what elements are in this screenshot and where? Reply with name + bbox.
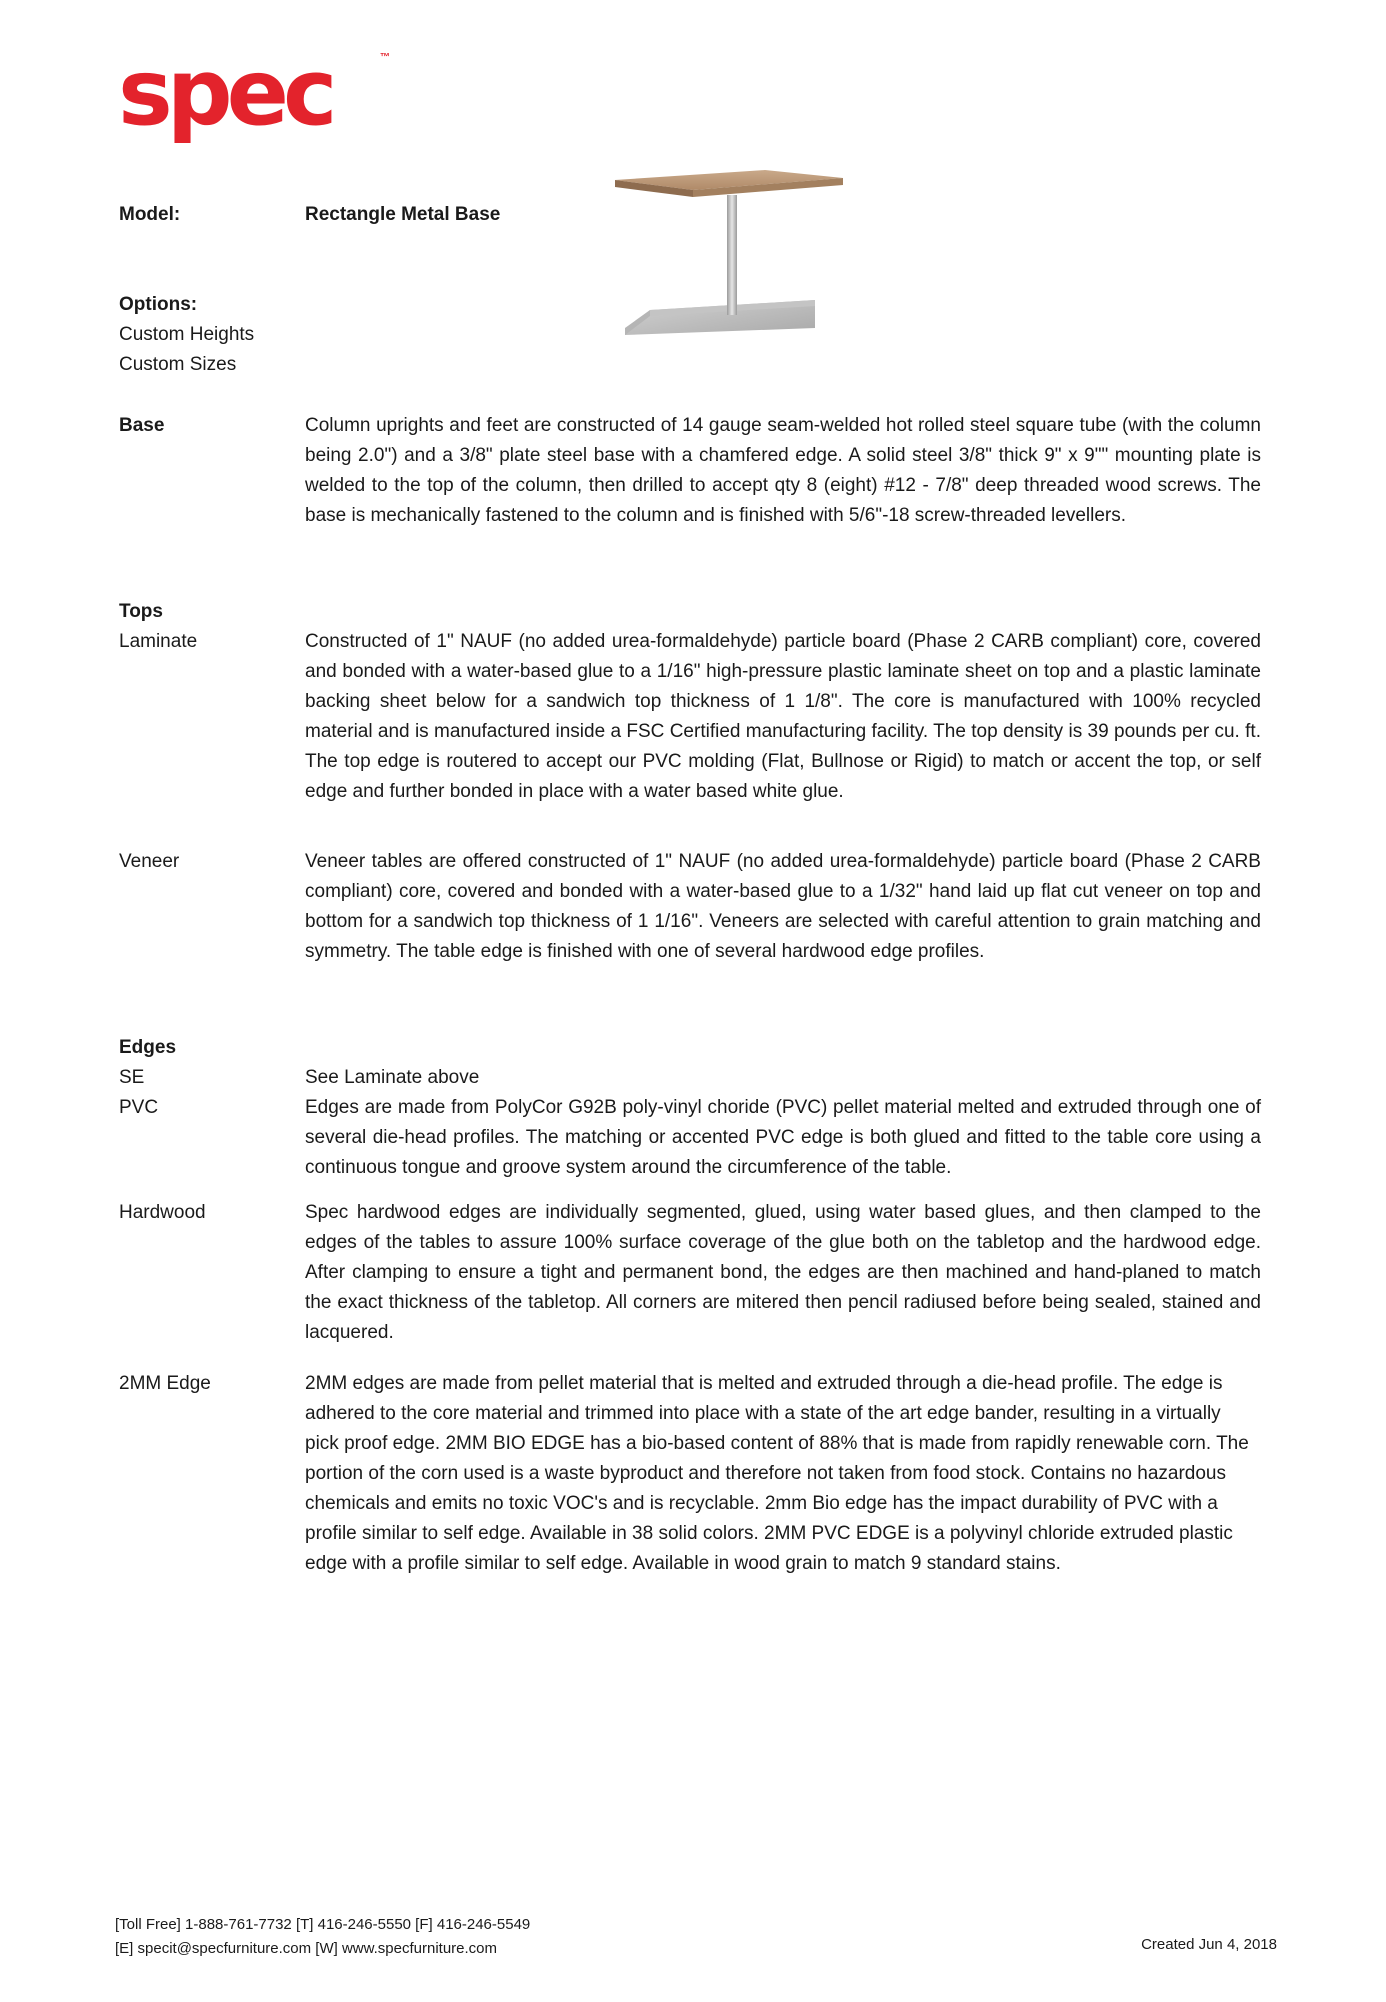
footer-phone-line: [Toll Free] 1-888-761-7732 [T] 416-246-5550 [F] 416-246-5549 bbox=[115, 1916, 531, 1933]
spec-logo bbox=[118, 39, 418, 146]
hardwood-label: Hardwood bbox=[119, 1202, 206, 1223]
veneer-description: Veneer tables are offered constructed of 1" NAUF (no added urea-formaldehyde) particle board (Phase 2 CARB compliant) core, covered and bonded with a water-based glue to a 1/32" hand laid up flat cut veneer on top and bottom for a sandwich top thickness of 1 1/16". Veneers are selected with careful attention to grain matching and symmetry. The table edge is finished with one of several hardwood edge profiles. bbox=[305, 851, 1261, 962]
se-label: SE bbox=[119, 1067, 145, 1088]
pvc-description: Edges are made from PolyCor G92B poly-vinyl choride (PVC) pellet material melted and extruded through one of several die-head profiles. The matching or accented PVC edge is both glued and fitted to the table core using a continuous tongue and groove system around the circumference of the table. bbox=[305, 1097, 1261, 1178]
base-description: Column uprights and feet are constructed of 14 gauge seam-welded hot rolled steel square tube (with the column being 2.0") and a 3/8" plate steel base with a chamfered edge. A solid steel 3/8" thick 9" x 9"" mounting plate is welded to the top of the column, then drilled to accept qty 8 (eight) #12 - 7/8" deep threaded wood screws. The base is mechanically fastened to the column and is finished with 5/6"-18 screw-threaded levellers. bbox=[305, 415, 1261, 526]
laminate-description: Constructed of 1" NAUF (no added urea-formaldehyde) particle board (Phase 2 CARB compliant) core, covered and bonded with a water-based glue to a 1/16" high-pressure plastic laminate sheet on top and a plastic laminate backing sheet below for a sandwich top thickness of 1 1/8". The core is manufactured with 100% recycled material and is manufactured inside a FSC Certified manufacturing facility. The top density is 39 pounds per cu. ft. The top edge is routered to accept our PVC molding (Flat, Bullnose or Rigid) to match or accent the top, or self edge and further bonded in place with a water based white glue. bbox=[305, 631, 1261, 802]
2mm-edge-description: 2MM edges are made from pellet material that is melted and extruded through a die-head profile. The edge is adhered to the core material and trimmed into place with a state of the art edge bander, resulting in a virtually pick proof edge. 2MM BIO EDGE has a bio-based content of 88% that is made from rapidly renewable corn. The portion of the corn used is a waste byproduct and therefore not taken from food stock. Contains no hazardous chemicals and emits no toxic VOC's and is recyclable. 2mm Bio edge has the impact durability of PVC with a profile similar to self edge. Available in 38 solid colors. 2MM PVC EDGE is a polyvinyl chloride extruded plastic edge with a profile similar to self edge. Available in wood grain to match 9 standard stains. bbox=[305, 1373, 1249, 1574]
model-value: Rectangle Metal Base bbox=[305, 204, 501, 225]
footer-contact bbox=[115, 1913, 530, 1961]
tops-heading: Tops bbox=[119, 601, 163, 622]
edges-heading: Edges bbox=[119, 1037, 177, 1058]
footer-email-web-line: [E] specit@specfurniture.com [W] www.specfurniture.com bbox=[115, 1940, 498, 1957]
se-description: See Laminate above bbox=[305, 1067, 480, 1088]
base-label: Base bbox=[119, 415, 165, 436]
hardwood-description: Spec hardwood edges are individually segmented, glued, using water based glues, and then clamped to the edges of the tables to assure 100% surface coverage of the glue both on the tabletop and the hardwood edge. After clamping to ensure a tight and permanent bond, the edges are then machined and hand-planed to match the exact thickness of the tabletop. All corners are mitered then pencil radiused before being sealed, stained and lacquered. bbox=[305, 1202, 1261, 1343]
model-label: Model: bbox=[119, 204, 181, 225]
2mm-edge-label: 2MM Edge bbox=[119, 1373, 211, 1394]
created-date: Created Jun 4, 2018 bbox=[1141, 1936, 1277, 1953]
trademark-symbol: ™ bbox=[380, 52, 390, 63]
options-heading: Options: bbox=[119, 294, 198, 315]
option-custom-heights: Custom Heights bbox=[119, 324, 255, 345]
veneer-label: Veneer bbox=[119, 851, 180, 872]
pvc-label: PVC bbox=[119, 1097, 159, 1118]
rectangle-metal-base-table-image bbox=[615, 170, 855, 345]
logo-text: spec bbox=[118, 39, 332, 146]
laminate-label: Laminate bbox=[119, 631, 198, 652]
option-custom-sizes: Custom Sizes bbox=[119, 354, 237, 375]
